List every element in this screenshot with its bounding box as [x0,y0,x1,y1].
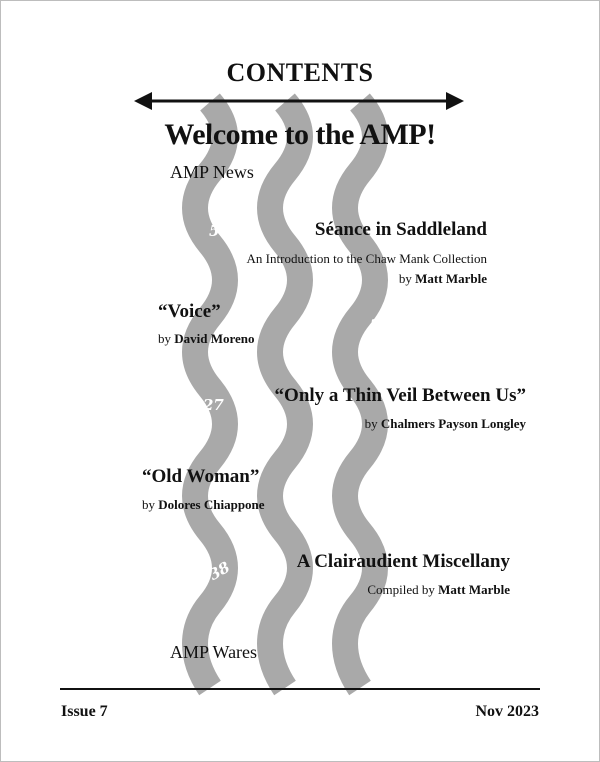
page-number-amp-wares: 57 [358,644,385,670]
page-number-amp-news: 1 [301,164,312,182]
entry-amp-news-title[interactable]: AMP News [170,162,254,182]
contents-heading: CONTENTS [226,58,374,87]
entry-seance-author: Matt Marble [415,271,487,286]
wave-left [195,102,225,688]
page-number-seance: 5 [209,222,220,240]
entry-seance-byline [399,271,487,287]
entry-amp-wares-title[interactable]: AMP Wares [170,642,258,662]
page-number-veil: 27 [203,396,224,414]
byline-prefix: by [364,416,378,431]
entry-miscellany-byline [367,582,510,598]
entry-veil-byline [365,416,526,432]
entry-veil-title[interactable]: “Only a Thin Veil Between Us” [274,385,526,406]
entry-voice-title[interactable]: “Voice” [158,301,221,322]
entry-seance-subtitle: An Introduction to the Chaw Mank Collection [246,251,487,266]
entry-old-woman-byline [142,497,265,513]
entry-voice-byline [158,331,255,347]
welcome-title: Welcome to the AMP! [164,118,436,151]
byline-prefix: by [398,271,412,286]
page-number-miscellany: 38 [205,557,233,585]
entry-old-woman-title[interactable]: “Old Woman” [142,466,260,487]
byline-prefix: by [142,497,155,512]
entry-veil-author: Chalmers Payson Longley [380,416,526,431]
entry-miscellany-author: Matt Marble [438,582,510,597]
entry-seance-title[interactable]: Séance in Saddleland [314,219,487,240]
byline-prefix: Compiled by [367,582,435,597]
date-label: Nov 2023 [475,703,539,720]
entry-voice-author: David Moreno [174,331,255,346]
footer-rule [60,688,540,690]
entry-old-woman-author: Dolores Chiappone [158,497,265,512]
byline-prefix: by [158,331,171,346]
page-number-old-woman: 33 [365,481,386,499]
page-number-voice: 20 [370,316,391,334]
issue-label: Issue 7 [61,703,108,720]
entry-miscellany-title[interactable]: A Clairaudient Miscellany [296,551,510,572]
